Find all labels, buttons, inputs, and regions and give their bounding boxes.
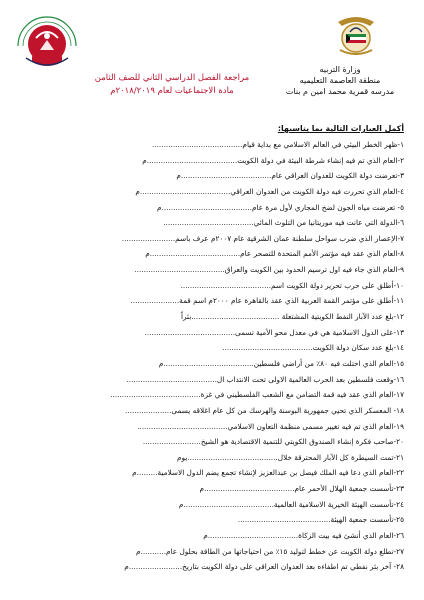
question-item: ٢٦-العام الذي أنشئ فيه بيت الزكاة.......................................م [203, 531, 404, 541]
question-item: ٢٨- آخر بئر نفطي تم اطفاءه بعد العدوان العراقي على دولة الكويت بتاريخ.......................م [124, 562, 404, 572]
question-item: ٢٣-تأسست جمعية الهلال الأحمر عام.......................................م [199, 484, 404, 494]
ministry-block [270, 64, 410, 97]
school-emblem-icon [12, 6, 82, 72]
question-item: ١٤-بلغ عدد سكان دولة الكويت....................................... [222, 343, 404, 353]
review-title [92, 72, 252, 98]
question-item: ٢٥-تأسست جمعية الهيئة........................................ [237, 515, 404, 525]
question-item: ٩-العام الذي جاء فيه اول ترسيم الحدود بين الكويت والعراق....................................... [134, 265, 404, 275]
question-item: ٨-العام الذي عقد فيه مؤتمر الأمم المتحدة للتصحر عام.......................................م [145, 249, 404, 259]
school-name: مدرسه قمرية محمد امين م بنات [285, 87, 395, 96]
kuwait-emblem-icon [334, 10, 378, 60]
question-item: ١٨- المعسكر الذي تحيي جمهورية البوسنة والهرسك من كل عام اغلاقه يسمى.................... [125, 405, 404, 415]
district-name: منطقة العاصمة التعليميه [299, 76, 381, 85]
question-item: ٧-الإعصار الذي ضرب سواحل سلطنة عمان الشرقية عام ٢٠٠٧م عرف باسم....................... [121, 233, 404, 243]
question-item: ٢-العام الذي تم فيه إنشاء شرطة البيئة في دولة الكويت.......................................م [142, 155, 404, 165]
question-item: ١١-أطلق على مؤتمر القمة العربية الذي عقد بالقاهرة عام ٢٠٠٠م اسم قمة..................... [130, 296, 404, 306]
ministry-name: وزارة التربيه [319, 65, 361, 74]
question-item: ٥- تعرضت مياه الجون لضخ المجاري لأول مرة عام.......................................م [156, 202, 404, 212]
worksheet-instruction: أكمل العبارات التالية بما يناسبها: [277, 124, 404, 133]
question-item: ١٢-بلغ عدد الآبار النفط الكويتية المشتعلة ......................................بئراً [180, 312, 404, 322]
question-item: ٢٢-العام الذي دعا فيه الملك فيصل بن عبدالعزيز لإنشاء تجمع يضم الدول الاسلامية.........م [132, 468, 404, 478]
question-item: ٣-تعرضت دولة الكويت للعدوان العراقي عام.......................................م [176, 171, 404, 181]
question-item: ١٥-العام الذي احتلت فيه ٨٠٪ من أراضي فلسطين.......................................م [158, 358, 404, 368]
question-item: ١٧-العام الذي عقد فيه قمة التضامن مع الشعب الفلسطيني في غزة....................................... [110, 390, 404, 400]
question-item: ٢١-تمت السيطرة كل الآبار المحترقة خلال.......................................يوم [176, 452, 404, 462]
question-item: ١٩-العام الذي تم فيه تغيير مسمى منظمة التعاون الاسلامي....................................... [137, 421, 404, 431]
review-subject-line: مادة الاجتماعيات لعام ٢٠١٨/٢٠١٩م [110, 86, 234, 96]
question-item: ١-ظهر الخطر البيئي في العالم الاسلامي مع بداية قيام....................................... [151, 140, 404, 149]
question-item: ٢٠-صاحب فكرة إنشاء الصندوق الكويتي للتنمية الاقتصادية هو الشيخ......................... [142, 437, 404, 447]
question-item: ١٣-على الدول الاسلامية هي في معدل محو الأمية تسمى....................................... [144, 327, 404, 337]
question-item: ٦-الدولة التي عانت فيه موريتانيا من التلوث المائي....................................... [163, 218, 404, 228]
page-header [0, 0, 424, 118]
question-item: ٢٤-تأسست الهيئة الخيرية الاسلامية العالمية.......................................م [178, 499, 404, 509]
question-item: ١٦-وقعت فلسطين بعد الحرب العالمية الاولى تحت الانتداب ال....................................... [126, 374, 404, 384]
question-list [14, 137, 404, 575]
question-item: ٢٧-تطلع دولة الكويت عن خطط لتوليد ١٥٪ من احتياجاتها من الطاقة بحلول عام...........م [136, 546, 404, 556]
review-title-line: مراجعة الفصل الدراسي الثاني للصف الثامن [94, 73, 250, 83]
question-item: ٤-العام الذي تحررت فيه دولة الكويت من العدوان العراقي.......................................م [135, 186, 404, 196]
question-item: ١٠-أطلق على حرب تحرير دولة الكويت اسم....................................... [180, 280, 404, 290]
